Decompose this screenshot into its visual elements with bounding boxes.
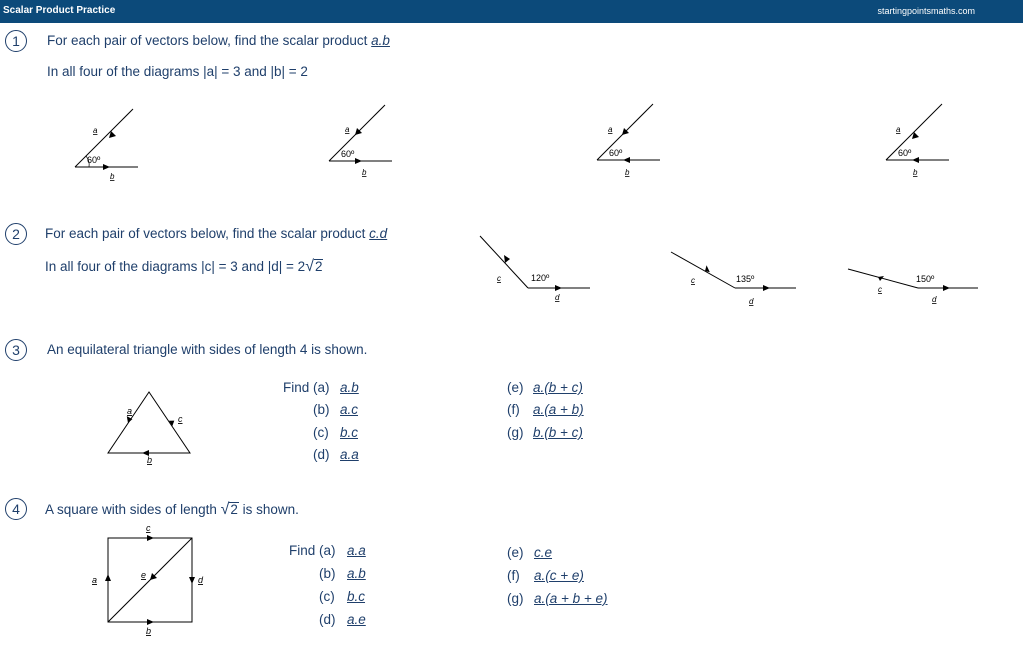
q1-d4-angle: 60º <box>898 148 912 158</box>
q1-d2-angle: 60º <box>341 149 355 159</box>
q4-find: Find <box>289 543 316 558</box>
q3-part-d: a.a <box>340 447 359 462</box>
svg-text:a: a <box>92 575 98 585</box>
svg-text:c: c <box>178 414 183 424</box>
question-1-text: For each pair of vectors below, find the scalar product a.b <box>47 33 390 48</box>
svg-text:c: c <box>691 276 695 285</box>
svg-text:b: b <box>146 626 152 636</box>
svg-text:b: b <box>913 168 918 177</box>
q2-diagram-1 <box>480 236 590 302</box>
question-2-given: In all four of the diagrams |c| = 3 and |d| = 2√2 <box>45 258 323 275</box>
q2-product: c.d <box>369 226 388 241</box>
svg-text:e: e <box>141 570 147 580</box>
q4-part-b: a.b <box>347 566 366 581</box>
question-4-number: 4 <box>5 498 27 520</box>
svg-text:d: d <box>198 575 204 585</box>
question-1-number: 1 <box>5 30 27 52</box>
svg-text:a: a <box>93 126 98 135</box>
q1-diagram-4 <box>886 104 949 177</box>
svg-text:a: a <box>127 406 133 416</box>
q1-diagram-1 <box>75 109 138 181</box>
q4-part-c: b.c <box>347 589 366 604</box>
q2-diagram-2 <box>671 252 796 306</box>
svg-text:a: a <box>896 125 901 134</box>
question-2-number: 2 <box>5 223 27 245</box>
q4-part-g: a.(a + b + e) <box>534 591 608 606</box>
question-4-text: A square with sides of length √2 is shown. <box>45 501 299 518</box>
q2-diagram-3 <box>848 269 978 304</box>
q3-part-c: b.c <box>340 425 359 440</box>
q3-part-e: a.(b + c) <box>533 380 583 395</box>
q4-square <box>85 520 215 645</box>
svg-text:b: b <box>110 172 115 181</box>
svg-text:a: a <box>608 125 613 134</box>
q2-diagrams <box>0 228 1023 318</box>
page-title: Scalar Product Practice <box>3 5 116 16</box>
q2-d1-angle: 120º <box>531 273 550 283</box>
q1-d3-angle: 60º <box>609 148 623 158</box>
q1-diagrams <box>0 95 1023 185</box>
svg-text:b: b <box>625 168 630 177</box>
svg-text:c: c <box>146 523 151 533</box>
q1-diagram-2 <box>329 105 392 177</box>
header-bar <box>0 0 1023 23</box>
q1-diagram-3 <box>597 104 660 177</box>
q3-part-b: a.c <box>340 402 359 417</box>
svg-text:d: d <box>749 297 754 306</box>
question-3-number: 3 <box>5 339 27 361</box>
q2-d2-angle: 135º <box>736 274 755 284</box>
q1-product: a.b <box>371 33 390 48</box>
q3-triangle <box>100 385 200 470</box>
svg-text:c: c <box>878 285 882 294</box>
question-3-text: An equilateral triangle with sides of length 4 is shown. <box>47 342 368 357</box>
q4-part-f: a.(c + e) <box>534 568 584 583</box>
svg-text:a: a <box>345 125 350 134</box>
q1-d1-angle: 60º <box>87 155 101 165</box>
q3-part-a: a.b <box>340 380 359 395</box>
q2-d3-angle: 150º <box>916 274 935 284</box>
question-2-text: For each pair of vectors below, find the scalar product c.d <box>45 226 388 241</box>
svg-text:c: c <box>497 274 501 283</box>
q4-part-a: a.a <box>347 543 366 558</box>
q3-part-f: a.(a + b) <box>533 402 584 417</box>
svg-text:b: b <box>147 455 153 465</box>
q4-part-e: c.e <box>534 545 553 560</box>
site-name: startingpointsmaths.com <box>877 6 975 16</box>
q3-find: Find <box>283 380 310 395</box>
q4-part-d: a.e <box>347 612 366 627</box>
svg-text:d: d <box>932 295 937 304</box>
svg-text:b: b <box>362 168 367 177</box>
svg-text:d: d <box>555 293 560 302</box>
q3-part-g: b.(b + c) <box>533 425 583 440</box>
question-1-given: In all four of the diagrams |a| = 3 and |b| = 2 <box>47 64 308 79</box>
